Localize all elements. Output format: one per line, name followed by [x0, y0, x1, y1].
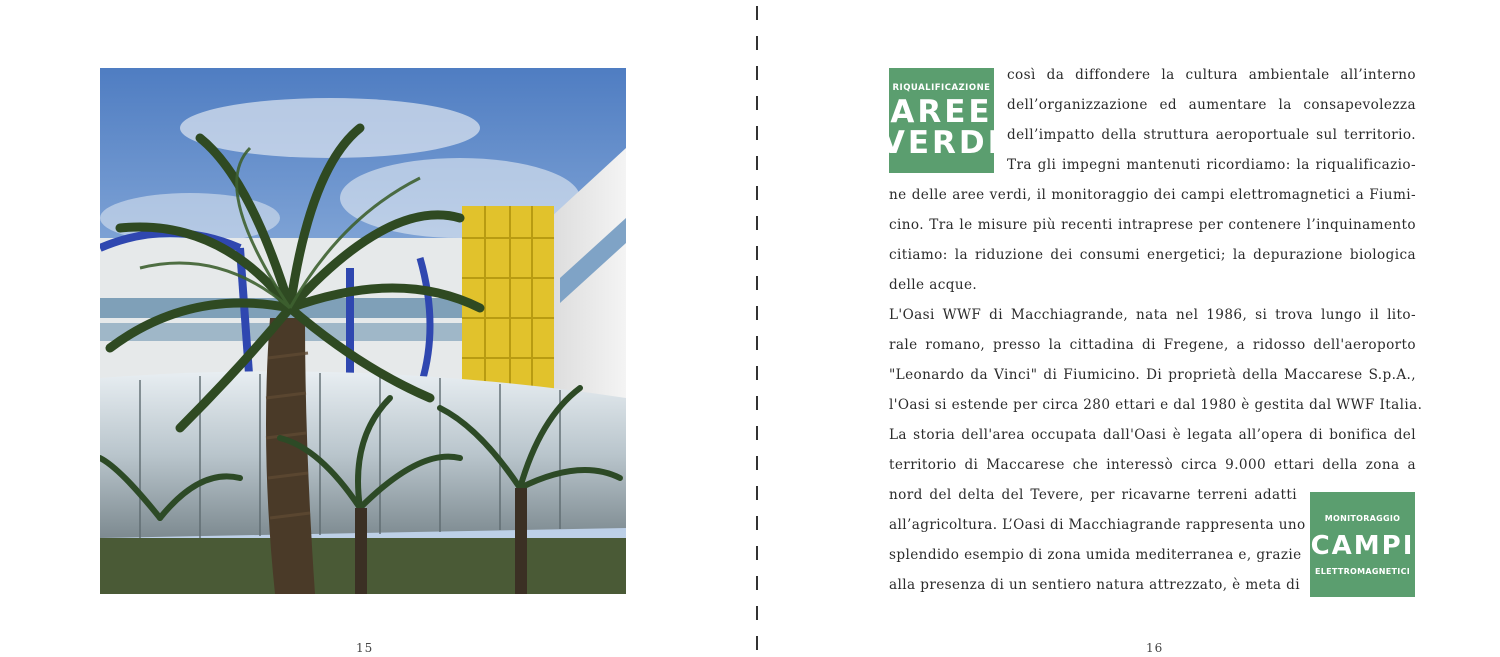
text-line: ne delle aree verdi, il monitoraggio dei campi elettromagnetici a Fiumi- — [889, 187, 1416, 203]
text-line: splendido esempio di zona umida mediterranea e, grazie — [889, 547, 1302, 563]
badge-campi-big: CAMPI — [1310, 530, 1415, 561]
text-line: cino. Tra le misure più recenti intraprese per contenere l’inquinamento — [889, 217, 1416, 233]
text-line: territorio di Maccarese che interessò circa 9.000 ettari della zona a — [889, 457, 1416, 473]
text-line: "Leonardo da Vinci" di Fiumicino. Di proprietà della Maccarese S.p.A., — [889, 367, 1416, 383]
text-line: Tra gli impegni mantenuti ricordiamo: la riqualificazio- — [1007, 157, 1416, 173]
page-number-right: 16 — [1146, 641, 1164, 655]
text-line: così da diffondere la cultura ambientale all’interno — [1007, 67, 1416, 83]
text-line: all’agricoltura. L’Oasi di Macchiagrande rappresenta uno — [889, 517, 1306, 533]
badge-aree-line2: VERDI — [880, 124, 1003, 161]
badge-campi-label-top: MONITORAGGIO — [1324, 513, 1401, 523]
photo-illustration — [100, 68, 626, 594]
text-line: citiamo: la riduzione dei consumi energetici; la depurazione biologica — [889, 247, 1416, 263]
gutter-divider — [756, 6, 758, 656]
photo-palms-terminal — [100, 68, 626, 594]
text-line: alla presenza di un sentiero natura attrezzato, è meta di — [889, 577, 1300, 593]
text-line: La storia dell'area occupata dall'Oasi è legata all’opera di bonifica del — [889, 427, 1416, 443]
page-number-left: 15 — [356, 641, 374, 655]
badge-aree-line1: AREE — [890, 93, 993, 130]
text-line: delle acque. — [889, 277, 978, 293]
badge-aree-verdi — [880, 68, 1003, 173]
text-line: L'Oasi WWF di Macchiagrande, nata nel 1986, si trova lungo il lito- — [889, 307, 1416, 323]
text-line: nord del delta del Tevere, per ricavarne terreni adatti — [889, 487, 1297, 503]
badge-campi-elettromagnetici — [1310, 492, 1415, 597]
text-line: dell’impatto della struttura aeroportuale sul territorio. — [1007, 127, 1416, 143]
badge-aree-label: RIQUALIFICAZIONE — [892, 82, 991, 93]
badge-campi-label-bottom: ELETTROMAGNETICI — [1314, 566, 1411, 576]
text-line: l'Oasi si estende per circa 280 ettari e dal 1980 è gestita dal WWF Italia. — [889, 397, 1423, 413]
text-line: rale romano, presso la cittadina di Fregene, a ridosso dell'aeroporto — [889, 337, 1416, 353]
text-line: dell’organizzazione ed aumentare la consapevolezza — [1007, 97, 1416, 113]
